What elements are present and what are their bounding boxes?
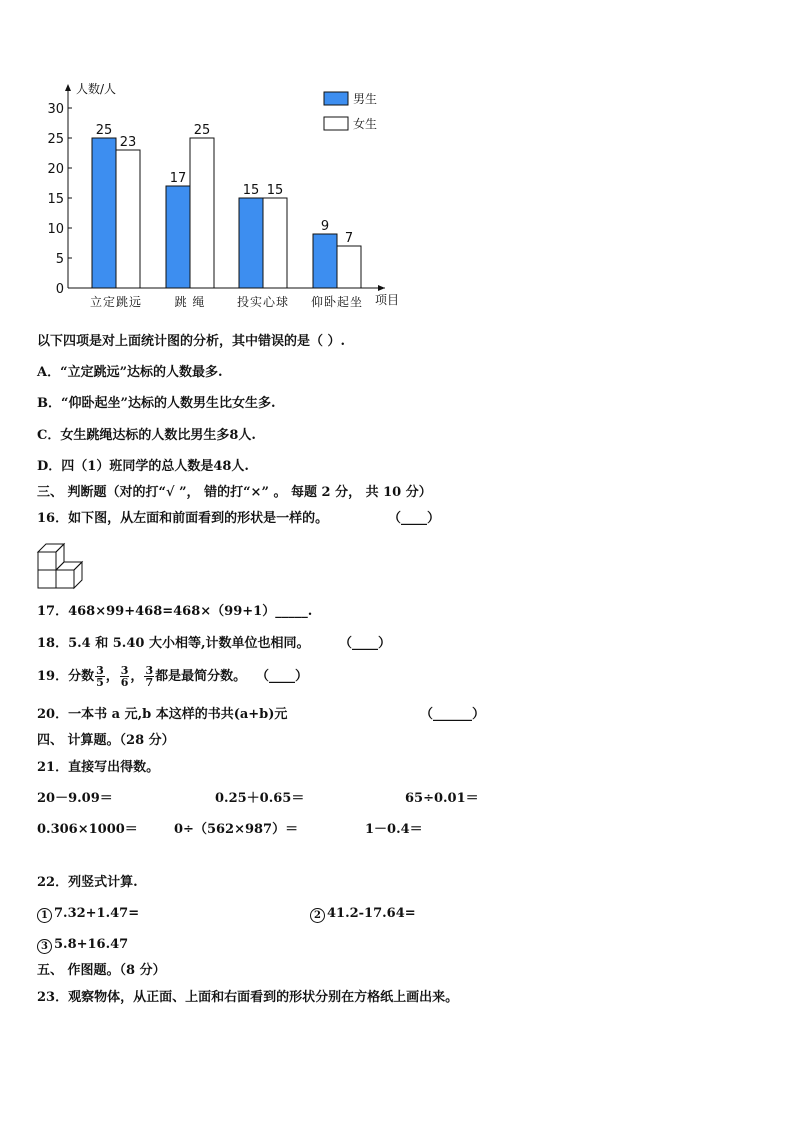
value-label-girls-1: 25 <box>193 123 211 138</box>
value-label-girls-3: 7 <box>344 231 354 246</box>
y-tick-label-2: 10 <box>47 222 64 237</box>
q18-text: 18．5.4 和 5.40 大小相等,计数单位也相同。 <box>37 636 310 651</box>
fraction-2-den: 6 <box>120 676 129 689</box>
q15-stem: 以下四项是对上面统计图的分析，其中错误的是（ ）. <box>37 334 346 349</box>
q21-item-4: 0.306×1000＝ <box>37 822 138 837</box>
value-label-boys-1: 17 <box>169 171 187 186</box>
fraction-3 <box>144 665 154 688</box>
y-tick-label-4: 20 <box>47 162 64 177</box>
value-label-girls-0: 23 <box>119 135 137 150</box>
legend-swatch-0 <box>324 92 348 105</box>
q22-item-1 <box>37 905 139 923</box>
bar-girls-1 <box>190 138 214 288</box>
bar-girls-3 <box>337 246 361 288</box>
x-axis-arrow <box>378 285 385 291</box>
q17-text: 17．468×99+468=468×（99+1）_____. <box>37 604 313 619</box>
q19-answer-blank: （____） <box>256 669 309 684</box>
q15-option-b: B．“仰卧起坐”达标的人数男生比女生多. <box>37 396 276 411</box>
value-label-boys-0: 25 <box>95 123 113 138</box>
q18-answer-blank: （____） <box>339 636 392 651</box>
q16-text: 16．如下图，从左面和前面看到的形状是一样的。 <box>37 511 329 526</box>
q21-item-5: 0÷（562×987）＝ <box>174 822 299 837</box>
chart-plot <box>47 81 399 309</box>
q22-item-3-expr: 5.8+16.47 <box>54 937 129 952</box>
bar-chart <box>40 78 410 318</box>
y-tick-label-6: 30 <box>47 102 64 117</box>
q16-answer-blank: （____） <box>388 511 441 526</box>
fraction-2 <box>120 665 130 688</box>
category-label-0: 立定跳远 <box>89 295 143 309</box>
q15-option-c: C．女生跳绳达标的人数比男生多8人. <box>37 428 256 443</box>
q15-option-a: A．“立定跳远”达标的人数最多. <box>37 365 223 380</box>
y-axis-arrow <box>65 84 71 91</box>
section-4-heading: 四、 计算题。（28 分） <box>37 733 175 748</box>
bar-girls-0 <box>116 150 140 288</box>
section-5-heading: 五、 作图题。（8 分） <box>37 963 166 978</box>
value-label-boys-3: 9 <box>320 219 330 234</box>
q22-item-2 <box>310 905 416 923</box>
q21-item-6: 1－0.4＝ <box>365 822 423 837</box>
legend-label-0: 男生 <box>353 92 378 106</box>
q19-prefix: 19．分数 <box>37 669 95 684</box>
q19-suffix: 都是最简分数。 <box>155 669 247 684</box>
y-axis-label: 人数/人 <box>76 82 117 96</box>
q21-item-2: 0.25＋0.65＝ <box>215 791 305 806</box>
value-label-boys-2: 15 <box>242 183 260 198</box>
q15-option-d: D．四（1）班同学的总人数是48人. <box>37 459 249 474</box>
category-label-1: 跳 绳 <box>174 295 206 309</box>
bar-boys-0 <box>92 138 116 288</box>
legend-label-1: 女生 <box>353 117 378 131</box>
category-label-2: 投实心球 <box>236 295 290 309</box>
value-label-girls-2: 15 <box>266 183 284 198</box>
q22-item-3 <box>37 936 128 954</box>
section-3-heading: 三、 判断题（对的打“√ ”， 错的打“×” 。 每题 2 分， 共 10 分） <box>37 485 432 500</box>
q20-answer-blank: （______） <box>420 707 486 722</box>
circled-number-2: 2 <box>310 908 325 923</box>
q19-line <box>37 664 246 690</box>
fraction-1-num: 3 <box>96 664 104 677</box>
q20-text: 20．一本书 a 元,b 本这样的书共(a+b)元 <box>37 707 288 722</box>
y-tick-label-0: 0 <box>55 282 64 297</box>
bar-boys-3 <box>313 234 337 288</box>
q21-title: 21．直接写出得数。 <box>37 760 160 775</box>
bar-girls-2 <box>263 198 287 288</box>
q23-text: 23．观察物体，从正面、上面和右面看到的形状分别在方格纸上画出来。 <box>37 990 459 1005</box>
y-tick-label-5: 25 <box>47 132 64 147</box>
fraction-1-den: 5 <box>96 676 104 689</box>
q22-title: 22．列竖式计算. <box>37 875 138 890</box>
q22-item-1-expr: 7.32+1.47= <box>54 906 140 921</box>
x-axis-label: 项目 <box>375 293 400 307</box>
y-tick-label-3: 15 <box>47 192 64 207</box>
fraction-3-num: 3 <box>145 664 154 677</box>
circled-number-1: 1 <box>37 908 52 923</box>
q22-item-2-expr: 41.2-17.64= <box>327 906 416 921</box>
cube-stack-figure <box>36 538 88 590</box>
fraction-3-den: 7 <box>145 676 154 689</box>
bar-boys-1 <box>166 186 190 288</box>
circled-number-3: 3 <box>37 939 52 954</box>
bar-boys-2 <box>239 198 263 288</box>
q21-item-3: 65÷0.01＝ <box>405 791 479 806</box>
category-label-3: 仰卧起坐 <box>310 295 364 309</box>
fraction-2-num: 3 <box>120 664 129 677</box>
q19-sep-2: ， <box>130 669 144 684</box>
legend-swatch-1 <box>324 117 348 130</box>
q21-item-1: 20－9.09＝ <box>37 791 113 806</box>
fraction-1 <box>95 665 105 688</box>
q19-sep-1: ， <box>105 669 119 684</box>
y-tick-label-1: 5 <box>55 252 64 267</box>
